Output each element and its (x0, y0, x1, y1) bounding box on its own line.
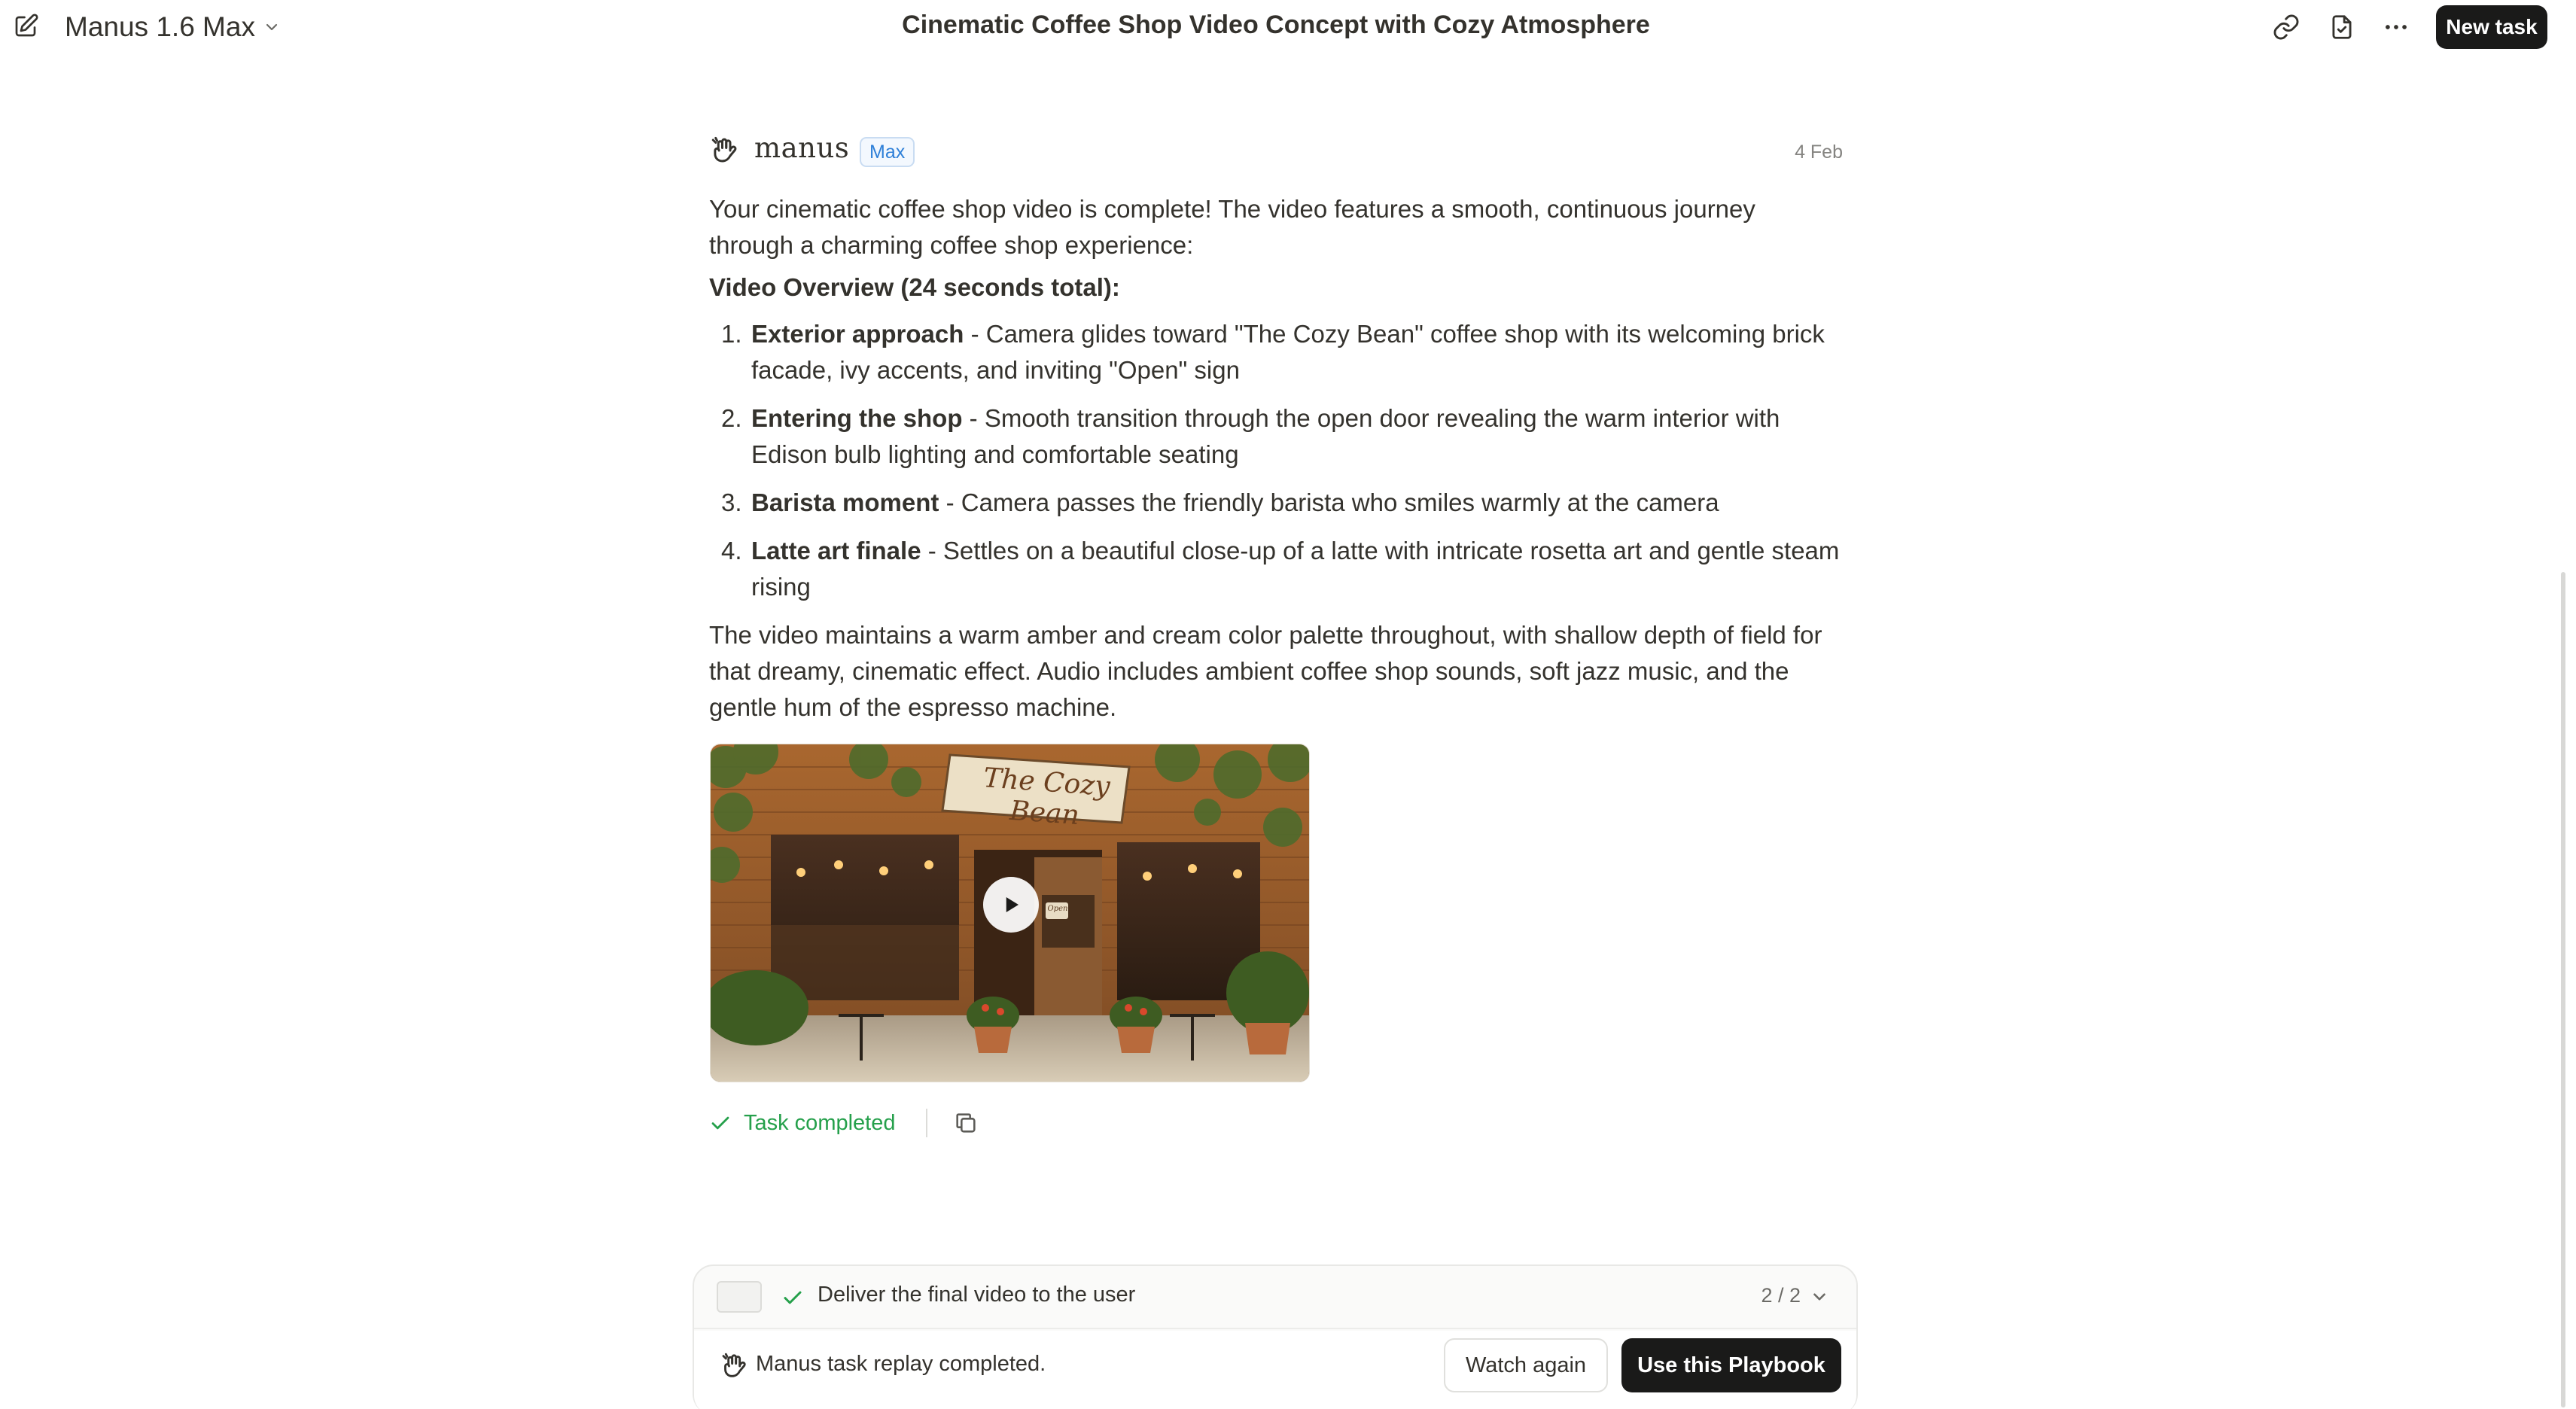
list-number: 2. (721, 404, 742, 432)
step-title: Entering the shop (751, 404, 963, 432)
file-icon[interactable] (2328, 13, 2356, 41)
list-item (709, 400, 1843, 473)
chevron-down-icon[interactable] (1810, 1287, 1829, 1307)
check-icon (781, 1286, 804, 1309)
step-title: Exterior approach (751, 320, 964, 348)
task-status (709, 1108, 979, 1138)
top-bar (0, 0, 2576, 56)
open-sign-text: Open (1047, 905, 1068, 913)
assistant-message (709, 128, 1843, 726)
plan-badge: Max (860, 137, 915, 167)
step-text: - Smooth transition through the open door revealing the warm interior with Edison bulb lighting and comfortable seating (751, 404, 1780, 468)
list-number: 3. (721, 488, 742, 516)
step-text: - Settles on a beautiful close-up of a latte with intricate rosetta art and gentle steam rising (751, 537, 1840, 601)
intro-paragraph: Your cinematic coffee shop video is complete! The video features a smooth, continuous journey through a charming coffee shop experience: (709, 195, 1755, 259)
list-number: 1. (721, 320, 742, 348)
overview-heading: Video Overview (24 seconds total): (709, 273, 1120, 301)
replay-status-text: Manus task replay completed. (756, 1352, 1046, 1376)
message-date: 4 Feb (1795, 142, 1843, 163)
copy-icon[interactable] (953, 1110, 979, 1136)
shop-sign-text: The Cozy Bean (982, 762, 1111, 832)
brand-name: manus (754, 132, 850, 164)
step-title: Latte art finale (751, 537, 921, 565)
check-icon (709, 1112, 732, 1134)
link-icon[interactable] (2272, 13, 2300, 41)
step-text: - Camera passes the friendly barista who smiles warmly at the camera (939, 488, 1719, 516)
list-item (709, 533, 1843, 605)
message-header (709, 128, 1843, 175)
list-item (709, 485, 1843, 521)
manus-logo-icon (709, 134, 741, 167)
divider (926, 1109, 927, 1137)
watch-again-button[interactable]: Watch again (1444, 1338, 1608, 1392)
replay-actions (694, 1331, 1856, 1409)
play-icon (1000, 893, 1022, 916)
replay-panel (693, 1264, 1858, 1409)
task-completed-label: Task completed (744, 1110, 896, 1135)
play-button[interactable] (983, 877, 1039, 933)
video-thumbnail[interactable] (710, 744, 1310, 1082)
step-text: - Camera glides toward "The Cozy Bean" coffee shop with its welcoming brick facade, ivy accents, and inviting "Open" sign (751, 320, 1825, 384)
more-icon[interactable] (2382, 13, 2410, 41)
step-thumbnail (717, 1281, 762, 1313)
list-number: 4. (721, 537, 742, 565)
scrollbar[interactable] (2561, 572, 2565, 1407)
use-playbook-button[interactable]: Use this Playbook (1621, 1338, 1841, 1392)
step-label: Deliver the final video to the user (818, 1283, 1136, 1307)
step-title: Barista moment (751, 488, 939, 516)
step-counter: 2 / 2 (1761, 1284, 1801, 1307)
new-task-button[interactable]: New task (2436, 5, 2547, 49)
manus-logo-icon (720, 1350, 750, 1382)
steps-list (709, 316, 1843, 605)
page-title: Cinematic Coffee Shop Video Concept with Cozy Atmosphere (902, 11, 1650, 39)
current-step-row[interactable] (694, 1266, 1856, 1329)
model-name: Manus 1.6 Max (65, 11, 255, 42)
closing-paragraph: The video maintains a warm amber and cream color palette throughout, with shallow depth of field for that dreamy, cinematic effect. Audio includes ambient coffee shop sounds, soft jazz music, and the gentle hum of the espresso machine. (709, 621, 1822, 721)
list-item (709, 316, 1843, 388)
